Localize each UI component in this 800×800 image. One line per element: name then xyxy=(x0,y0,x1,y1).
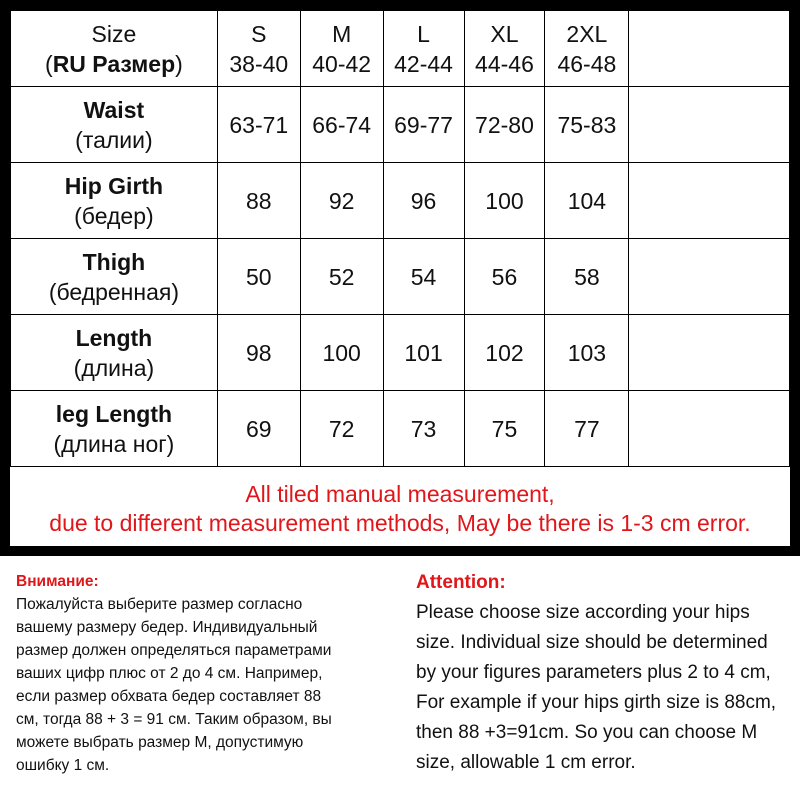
blank-cell xyxy=(629,315,790,391)
row-label: Hip Girth (бедер) xyxy=(11,163,218,239)
header-size-s: S 38-40 xyxy=(217,11,300,87)
header-label-cell xyxy=(11,11,218,87)
blank-cell xyxy=(629,11,790,87)
row-label: Length (длина) xyxy=(11,315,218,391)
russian-notice-line: можете выбрать размер M, допустимую xyxy=(16,734,304,751)
table-cell: 100 xyxy=(300,315,383,391)
russian-notice-line: если размер обхвата бедер составляет 88 xyxy=(16,688,322,705)
size-chart xyxy=(10,10,790,470)
english-notice-line: then 88 +3=91cm. So you can choose M xyxy=(416,722,758,743)
blank-cell xyxy=(629,87,790,163)
table-cell: 72 xyxy=(300,391,383,467)
row-label: Waist (талии) xyxy=(11,87,218,163)
table-cell: 96 xyxy=(383,163,464,239)
table-cell: 75 xyxy=(464,391,545,467)
header-size-label: Size xyxy=(91,20,137,47)
table-row xyxy=(11,163,790,239)
blank-cell xyxy=(629,163,790,239)
table-cell: 66-74 xyxy=(300,87,383,163)
english-notice-line: size. Individual size should be determined xyxy=(416,632,768,653)
table-cell: 54 xyxy=(383,239,464,315)
english-notice-line: size, allowable 1 cm error. xyxy=(416,752,636,773)
row-label: Thigh (бедренная) xyxy=(11,239,218,315)
table-cell: 98 xyxy=(217,315,300,391)
table-cell: 103 xyxy=(545,315,629,391)
russian-notice-line: см, тогда 88 + 3 = 91 см. Таким образом, вы xyxy=(16,711,332,728)
table-cell: 69-77 xyxy=(383,87,464,163)
russian-notice-title: Внимание: xyxy=(16,573,99,590)
note-line: All tiled manual measurement, xyxy=(245,481,555,507)
russian-notice xyxy=(16,570,396,777)
table-cell: 72-80 xyxy=(464,87,545,163)
table-cell: 52 xyxy=(300,239,383,315)
table-row xyxy=(11,391,790,467)
table-cell: 100 xyxy=(464,163,545,239)
russian-notice-line: вашему размеру бедер. Индивидуальный xyxy=(16,619,318,636)
table-cell: 88 xyxy=(217,163,300,239)
table-cell: 101 xyxy=(383,315,464,391)
table-row xyxy=(11,315,790,391)
header-size-xl: XL 44-46 xyxy=(464,11,545,87)
english-notice-line: Please choose size according your hips xyxy=(416,602,750,623)
table-cell: 58 xyxy=(545,239,629,315)
blank-cell xyxy=(629,391,790,467)
measurement-note xyxy=(10,470,790,546)
russian-notice-line: размер должен определяться параметрами xyxy=(16,642,332,659)
table-cell: 75-83 xyxy=(545,87,629,163)
table-row xyxy=(11,239,790,315)
table-cell: 63-71 xyxy=(217,87,300,163)
table-cell: 102 xyxy=(464,315,545,391)
header-ru-size-label: (RU Размер) xyxy=(45,50,183,77)
russian-notice-line: ваших цифр плюс от 2 до 4 см. Например, xyxy=(16,665,323,682)
size-table xyxy=(10,10,790,467)
table-cell: 104 xyxy=(545,163,629,239)
table-cell: 50 xyxy=(217,239,300,315)
table-row xyxy=(11,87,790,163)
table-cell: 73 xyxy=(383,391,464,467)
english-notice xyxy=(416,568,796,778)
header-size-l: L 42-44 xyxy=(383,11,464,87)
table-cell: 56 xyxy=(464,239,545,315)
header-size-2xl: 2XL 46-48 xyxy=(545,11,629,87)
table-cell: 69 xyxy=(217,391,300,467)
header-size-m: M 40-42 xyxy=(300,11,383,87)
english-notice-line: by your figures parameters plus 2 to 4 cm, xyxy=(416,662,771,683)
english-notice-title: Attention: xyxy=(416,572,506,593)
table-cell: 77 xyxy=(545,391,629,467)
english-notice-line: For example if your hips girth size is 88cm, xyxy=(416,692,777,713)
russian-notice-line: ошибку 1 см. xyxy=(16,757,110,774)
russian-notice-line: Пожалуйста выберите размер согласно xyxy=(16,596,303,613)
table-cell: 92 xyxy=(300,163,383,239)
row-label: leg Length (длина ног) xyxy=(11,391,218,467)
note-line: due to different measurement methods, May be there is 1-3 cm error. xyxy=(49,510,751,536)
blank-cell xyxy=(629,239,790,315)
table-header-row xyxy=(11,11,790,87)
